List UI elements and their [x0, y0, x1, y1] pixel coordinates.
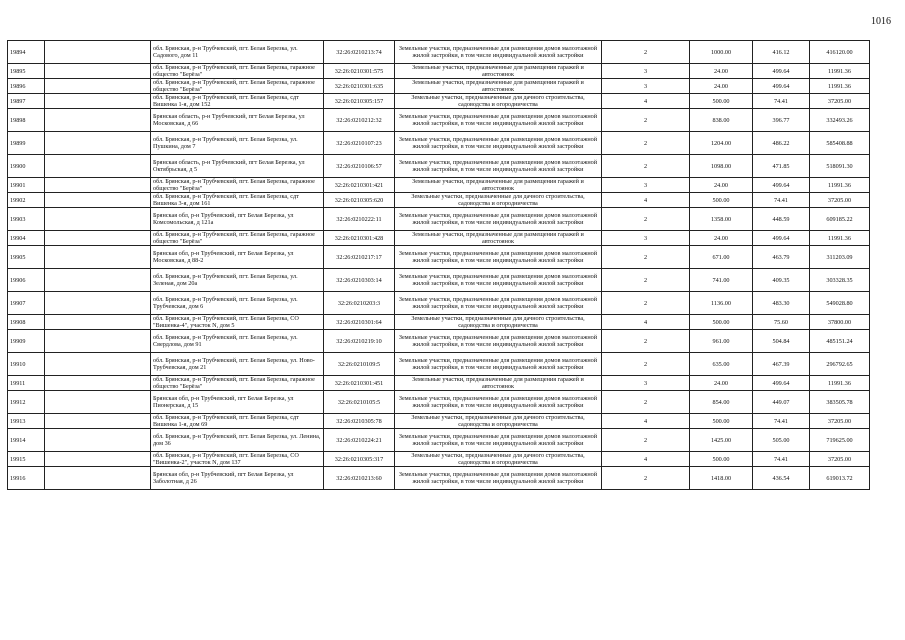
spacer-cell [45, 353, 151, 376]
group-cell: 4 [602, 414, 690, 429]
group-cell: 2 [602, 292, 690, 315]
cadastral-number-cell: 32:26:0210305:317 [324, 452, 395, 467]
group-cell: 4 [602, 94, 690, 109]
table-row [8, 467, 870, 490]
land-use-cell: Земельные участки, предназначенные для дачного строительства, садоводства и огородничества [395, 452, 602, 467]
table-row [8, 79, 870, 94]
row-id-cell: 19904 [8, 231, 45, 246]
row-id-cell: 19907 [8, 292, 45, 315]
spacer-cell [45, 155, 151, 178]
cadastral-value-cell: 619013.72 [810, 467, 870, 490]
row-id-cell: 19910 [8, 353, 45, 376]
cadastral-value-cell: 416120.00 [810, 41, 870, 64]
group-cell: 2 [602, 391, 690, 414]
unit-value-cell: 504.84 [753, 330, 810, 353]
group-cell: 3 [602, 178, 690, 193]
row-id-cell: 19914 [8, 429, 45, 452]
group-cell: 2 [602, 429, 690, 452]
unit-value-cell: 467.39 [753, 353, 810, 376]
group-cell: 2 [602, 330, 690, 353]
row-id-cell: 19901 [8, 178, 45, 193]
unit-value-cell: 499.64 [753, 178, 810, 193]
spacer-cell [45, 79, 151, 94]
cadastral-number-cell: 32:26:0210301:64 [324, 315, 395, 330]
unit-value-cell: 416.12 [753, 41, 810, 64]
area-cell: 500.00 [690, 94, 753, 109]
cadastral-number-cell: 32:26:0210106:57 [324, 155, 395, 178]
area-cell: 500.00 [690, 193, 753, 208]
group-cell: 3 [602, 376, 690, 391]
spacer-cell [45, 269, 151, 292]
area-cell: 24.00 [690, 64, 753, 79]
cadastral-number-cell: 32:26:0210301:635 [324, 79, 395, 94]
spacer-cell [45, 94, 151, 109]
cadastral-value-cell: 585408.88 [810, 132, 870, 155]
cadastral-number-cell: 32:26:0210301:428 [324, 231, 395, 246]
spacer-cell [45, 467, 151, 490]
cadastral-value-cell: 719625.00 [810, 429, 870, 452]
row-id-cell: 19912 [8, 391, 45, 414]
group-cell: 2 [602, 132, 690, 155]
land-use-cell: Земельные участки, предназначенные для размещения домов малоэтажной жилой застройки, в том числе индивидуальной жилой застройки [395, 429, 602, 452]
row-id-cell: 19902 [8, 193, 45, 208]
address-cell: обл. Брянская, р-н Трубчевский, пгт. Белая Березка, ул. Садового, дом 11 [151, 41, 324, 64]
cadastral-value-table [7, 40, 870, 490]
cadastral-number-cell: 32:26:0210219:10 [324, 330, 395, 353]
cadastral-value-cell: 11991.36 [810, 178, 870, 193]
page-number: 1016 [871, 16, 891, 27]
unit-value-cell: 449.07 [753, 391, 810, 414]
address-cell: обл. Брянская, р-н Трубчевский, пгт. Белая Березка, ул. Ново-Трубчевская, дом 21 [151, 353, 324, 376]
table-row [8, 292, 870, 315]
cadastral-number-cell: 32:26:0210217:17 [324, 246, 395, 269]
area-cell: 500.00 [690, 315, 753, 330]
table-row [8, 452, 870, 467]
table-row [8, 64, 870, 79]
spacer-cell [45, 231, 151, 246]
address-cell: Брянская обл, р-н Трубчевский, пгт Белая Березка, ул Московская, д 88-2 [151, 246, 324, 269]
land-use-cell: Земельные участки, предназначенные для размещения домов малоэтажной жилой застройки, в том числе индивидуальной жилой застройки [395, 155, 602, 178]
spacer-cell [45, 391, 151, 414]
table-row [8, 330, 870, 353]
table-row [8, 414, 870, 429]
group-cell: 2 [602, 109, 690, 132]
land-use-cell: Земельные участки, предназначенные для размещения домов малоэтажной жилой застройки, в том числе индивидуальной жилой застройки [395, 109, 602, 132]
table-row [8, 178, 870, 193]
table-body [8, 41, 870, 490]
group-cell: 3 [602, 231, 690, 246]
spacer-cell [45, 178, 151, 193]
group-cell: 3 [602, 64, 690, 79]
address-cell: обл. Брянская, р-н Трубчевский, пгт. Белая Березка, гаражное общество "Берёза" [151, 64, 324, 79]
address-cell: обл. Брянская, р-н Трубчевский, пгт. Белая Березка, гаражное общество "Берёза" [151, 79, 324, 94]
land-use-cell: Земельные участки, предназначенные для дачного строительства, садоводства и огородничества [395, 315, 602, 330]
spacer-cell [45, 193, 151, 208]
cadastral-number-cell: 32:26:0210109:5 [324, 353, 395, 376]
table-row [8, 429, 870, 452]
table-row [8, 94, 870, 109]
area-cell: 24.00 [690, 231, 753, 246]
cadastral-number-cell: 32:26:0210305:78 [324, 414, 395, 429]
cadastral-value-cell: 37205.00 [810, 452, 870, 467]
cadastral-number-cell: 32:26:0210222:11 [324, 208, 395, 231]
cadastral-number-cell: 32:26:0210213:60 [324, 467, 395, 490]
spacer-cell [45, 41, 151, 64]
row-id-cell: 19894 [8, 41, 45, 64]
unit-value-cell: 436.54 [753, 467, 810, 490]
group-cell: 2 [602, 246, 690, 269]
group-cell: 2 [602, 155, 690, 178]
area-cell: 1204.00 [690, 132, 753, 155]
cadastral-number-cell: 32:26:0210301:575 [324, 64, 395, 79]
area-cell: 24.00 [690, 79, 753, 94]
row-id-cell: 19895 [8, 64, 45, 79]
address-cell: Брянская область, р-н Трубчевский, пгт Белая Березка, ул Октябрьская, д 5 [151, 155, 324, 178]
cadastral-value-cell: 609185.22 [810, 208, 870, 231]
table-row [8, 132, 870, 155]
cadastral-value-cell: 37205.00 [810, 414, 870, 429]
spacer-cell [45, 452, 151, 467]
address-cell: обл. Брянская, р-н Трубчевский, пгт. Белая Березка, СО "Вишенка-2", участок N, дом 137 [151, 452, 324, 467]
unit-value-cell: 499.64 [753, 376, 810, 391]
spacer-cell [45, 246, 151, 269]
area-cell: 500.00 [690, 414, 753, 429]
area-cell: 961.00 [690, 330, 753, 353]
spacer-cell [45, 64, 151, 79]
row-id-cell: 19897 [8, 94, 45, 109]
land-use-cell: Земельные участки, предназначенные для размещения домов малоэтажной жилой застройки, в том числе индивидуальной жилой застройки [395, 41, 602, 64]
unit-value-cell: 74.41 [753, 414, 810, 429]
area-cell: 741.00 [690, 269, 753, 292]
cadastral-value-cell: 11991.36 [810, 79, 870, 94]
spacer-cell [45, 315, 151, 330]
land-use-cell: Земельные участки, предназначенные для дачного строительства, садоводства и огородничества [395, 193, 602, 208]
row-id-cell: 19909 [8, 330, 45, 353]
land-use-cell: Земельные участки, предназначенные для размещения гаражей и автостоянок [395, 178, 602, 193]
table-row [8, 269, 870, 292]
cadastral-value-cell: 311203.09 [810, 246, 870, 269]
unit-value-cell: 471.85 [753, 155, 810, 178]
cadastral-number-cell: 32:26:0210301:421 [324, 178, 395, 193]
cadastral-value-cell: 37205.00 [810, 94, 870, 109]
table-row [8, 353, 870, 376]
table-row [8, 315, 870, 330]
spacer-cell [45, 429, 151, 452]
address-cell: обл. Брянская, р-н Трубчевский, пгт. Белая Березка, ул. Трубчевская, дом 6 [151, 292, 324, 315]
unit-value-cell: 409.35 [753, 269, 810, 292]
spacer-cell [45, 330, 151, 353]
spacer-cell [45, 132, 151, 155]
address-cell: обл. Брянская, р-н Трубчевский, пгт. Белая Березка, ул. Зеленая, дом 20а [151, 269, 324, 292]
row-id-cell: 19900 [8, 155, 45, 178]
unit-value-cell: 463.79 [753, 246, 810, 269]
cadastral-value-cell: 518091.30 [810, 155, 870, 178]
row-id-cell: 19915 [8, 452, 45, 467]
land-use-cell: Земельные участки, предназначенные для размещения домов малоэтажной жилой застройки, в том числе индивидуальной жилой застройки [395, 269, 602, 292]
address-cell: обл. Брянская, р-н Трубчевский, пгт. Белая Березка, сдт Вишенка 1-я, дом 152 [151, 94, 324, 109]
land-use-cell: Земельные участки, предназначенные для дачного строительства, садоводства и огородничества [395, 94, 602, 109]
land-use-cell: Земельные участки, предназначенные для размещения гаражей и автостоянок [395, 79, 602, 94]
area-cell: 854.00 [690, 391, 753, 414]
unit-value-cell: 499.64 [753, 79, 810, 94]
land-use-cell: Земельные участки, предназначенные для размещения домов малоэтажной жилой застройки, в том числе индивидуальной жилой застройки [395, 208, 602, 231]
group-cell: 2 [602, 353, 690, 376]
area-cell: 24.00 [690, 376, 753, 391]
cadastral-number-cell: 32:26:0210301:451 [324, 376, 395, 391]
land-use-cell: Земельные участки, предназначенные для размещения гаражей и автостоянок [395, 376, 602, 391]
cadastral-number-cell: 32:26:0210305:157 [324, 94, 395, 109]
spacer-cell [45, 292, 151, 315]
cadastral-value-cell: 11991.36 [810, 376, 870, 391]
address-cell: обл. Брянская, р-н Трубчевский, пгт. Белая Березка, гаражное общество "Берёза" [151, 178, 324, 193]
area-cell: 500.00 [690, 452, 753, 467]
address-cell: обл. Брянская, р-н Трубчевский, пгт. Белая Березка, гаражное общество "Берёза" [151, 376, 324, 391]
address-cell: Брянская обл, р-н Трубчевский, пгт Белая Березка, ул Комсомольская, д 121а [151, 208, 324, 231]
row-id-cell: 19908 [8, 315, 45, 330]
row-id-cell: 19916 [8, 467, 45, 490]
table-row [8, 155, 870, 178]
row-id-cell: 19913 [8, 414, 45, 429]
cadastral-number-cell: 32:26:0210305:620 [324, 193, 395, 208]
land-use-cell: Земельные участки, предназначенные для размещения домов малоэтажной жилой застройки, в том числе индивидуальной жилой застройки [395, 330, 602, 353]
group-cell: 2 [602, 467, 690, 490]
table-row [8, 41, 870, 64]
spacer-cell [45, 208, 151, 231]
address-cell: обл. Брянская, р-н Трубчевский, пгт. Белая Березка, сдт Вишенка 1-я, дом 69 [151, 414, 324, 429]
unit-value-cell: 396.77 [753, 109, 810, 132]
unit-value-cell: 483.30 [753, 292, 810, 315]
cadastral-number-cell: 32:26:0210105:5 [324, 391, 395, 414]
group-cell: 4 [602, 193, 690, 208]
table-row [8, 193, 870, 208]
unit-value-cell: 486.22 [753, 132, 810, 155]
cadastral-number-cell: 32:26:0210224:21 [324, 429, 395, 452]
cadastral-value-cell: 37205.00 [810, 193, 870, 208]
area-cell: 671.00 [690, 246, 753, 269]
address-cell: обл. Брянская, р-н Трубчевский, пгт. Белая Березка, сдт Вишенка 3-я, дом 161 [151, 193, 324, 208]
row-id-cell: 19905 [8, 246, 45, 269]
unit-value-cell: 505.00 [753, 429, 810, 452]
land-use-cell: Земельные участки, предназначенные для дачного строительства, садоводства и огородничества [395, 414, 602, 429]
address-cell: обл. Брянская, р-н Трубчевский, пгт. Белая Березка, ул. Свердлова, дом 91 [151, 330, 324, 353]
area-cell: 1098.00 [690, 155, 753, 178]
cadastral-value-cell: 11991.36 [810, 64, 870, 79]
land-use-cell: Земельные участки, предназначенные для размещения домов малоэтажной жилой застройки, в том числе индивидуальной жилой застройки [395, 292, 602, 315]
unit-value-cell: 74.41 [753, 94, 810, 109]
address-cell: обл. Брянская, р-н Трубчевский, пгт. Белая Березка, ул. Ленина, дом 36 [151, 429, 324, 452]
address-cell: обл. Брянская, р-н Трубчевский, пгт. Белая Березка, СО "Вишенка-4", участок N, дом 5 [151, 315, 324, 330]
table-row [8, 376, 870, 391]
address-cell: Брянская обл, р-н Трубчевский, пгт Белая Березка, ул Заболотная, д 26 [151, 467, 324, 490]
area-cell: 1425.00 [690, 429, 753, 452]
land-use-cell: Земельные участки, предназначенные для размещения домов малоэтажной жилой застройки, в том числе индивидуальной жилой застройки [395, 246, 602, 269]
area-cell: 24.00 [690, 178, 753, 193]
cadastral-value-cell: 303328.35 [810, 269, 870, 292]
area-cell: 1136.00 [690, 292, 753, 315]
land-use-cell: Земельные участки, предназначенные для размещения домов малоэтажной жилой застройки, в том числе индивидуальной жилой застройки [395, 391, 602, 414]
unit-value-cell: 75.60 [753, 315, 810, 330]
cadastral-value-cell: 296792.65 [810, 353, 870, 376]
unit-value-cell: 448.59 [753, 208, 810, 231]
unit-value-cell: 499.64 [753, 64, 810, 79]
row-id-cell: 19906 [8, 269, 45, 292]
cadastral-value-cell: 332493.26 [810, 109, 870, 132]
cadastral-value-cell: 485151.24 [810, 330, 870, 353]
spacer-cell [45, 109, 151, 132]
table-row [8, 208, 870, 231]
cadastral-value-cell: 11991.36 [810, 231, 870, 246]
land-use-cell: Земельные участки, предназначенные для размещения домов малоэтажной жилой застройки, в том числе индивидуальной жилой застройки [395, 467, 602, 490]
table-row [8, 109, 870, 132]
table-row [8, 246, 870, 269]
row-id-cell: 19898 [8, 109, 45, 132]
row-id-cell: 19899 [8, 132, 45, 155]
land-use-cell: Земельные участки, предназначенные для размещения гаражей и автостоянок [395, 231, 602, 246]
area-cell: 635.00 [690, 353, 753, 376]
land-use-cell: Земельные участки, предназначенные для размещения домов малоэтажной жилой застройки, в том числе индивидуальной жилой застройки [395, 353, 602, 376]
group-cell: 3 [602, 79, 690, 94]
unit-value-cell: 74.41 [753, 193, 810, 208]
land-use-cell: Земельные участки, предназначенные для размещения гаражей и автостоянок [395, 64, 602, 79]
address-cell: Брянская область, р-н Трубчевский, пгт Белая Березка, ул Московская, д 66 [151, 109, 324, 132]
spacer-cell [45, 376, 151, 391]
area-cell: 838.00 [690, 109, 753, 132]
cadastral-number-cell: 32:26:0210107:23 [324, 132, 395, 155]
address-cell: Брянская обл, р-н Трубчевский, пгт Белая Березка, ул Пионерская, д 15 [151, 391, 324, 414]
area-cell: 1358.00 [690, 208, 753, 231]
cadastral-number-cell: 32:26:0210212:32 [324, 109, 395, 132]
table-row [8, 231, 870, 246]
address-cell: обл. Брянская, р-н Трубчевский, пгт. Белая Березка, гаражное общество "Берёза" [151, 231, 324, 246]
address-cell: обл. Брянская, р-н Трубчевский, пгт. Белая Березка, ул. Пушкина, дом 7 [151, 132, 324, 155]
cadastral-number-cell: 32:26:0210203:3 [324, 292, 395, 315]
unit-value-cell: 74.41 [753, 452, 810, 467]
cadastral-number-cell: 32:26:0210303:14 [324, 269, 395, 292]
group-cell: 4 [602, 315, 690, 330]
cadastral-number-cell: 32:26:0210213:74 [324, 41, 395, 64]
row-id-cell: 19911 [8, 376, 45, 391]
cadastral-value-cell: 383505.78 [810, 391, 870, 414]
area-cell: 1000.00 [690, 41, 753, 64]
row-id-cell: 19896 [8, 79, 45, 94]
area-cell: 1418.00 [690, 467, 753, 490]
group-cell: 2 [602, 41, 690, 64]
table-row [8, 391, 870, 414]
group-cell: 4 [602, 452, 690, 467]
group-cell: 2 [602, 269, 690, 292]
cadastral-value-cell: 549028.80 [810, 292, 870, 315]
land-use-cell: Земельные участки, предназначенные для размещения домов малоэтажной жилой застройки, в том числе индивидуальной жилой застройки [395, 132, 602, 155]
row-id-cell: 19903 [8, 208, 45, 231]
cadastral-value-cell: 37800.00 [810, 315, 870, 330]
group-cell: 2 [602, 208, 690, 231]
spacer-cell [45, 414, 151, 429]
unit-value-cell: 499.64 [753, 231, 810, 246]
